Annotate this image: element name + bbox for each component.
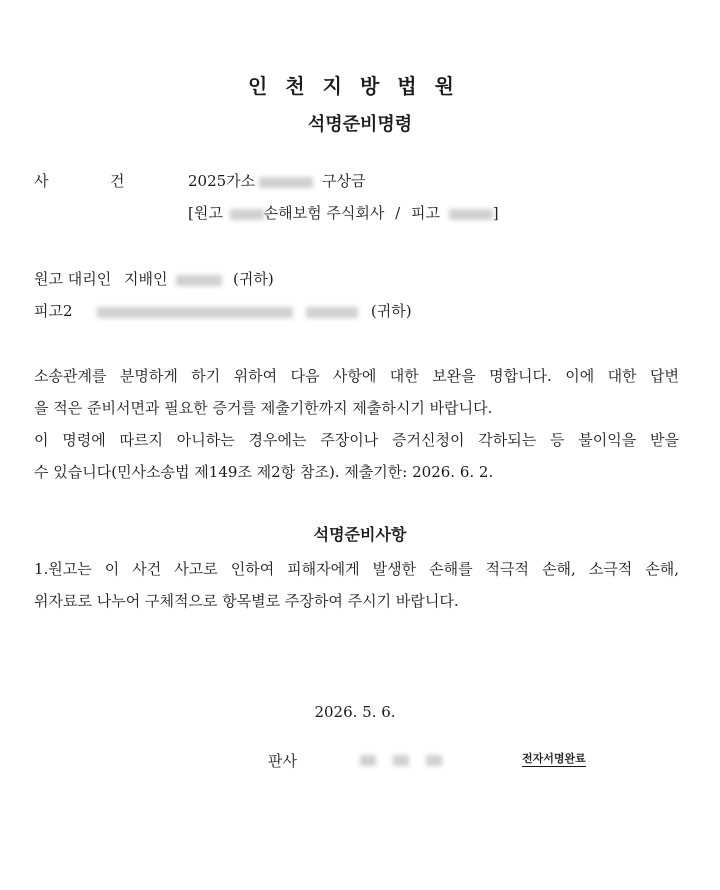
redacted-judge-name-2 — [393, 755, 409, 766]
redacted-attorney-name — [176, 275, 222, 286]
parties-separator: / — [395, 204, 401, 222]
defendant2-honorific: (귀하) — [370, 302, 412, 320]
case-number-prefix: 2025가소 — [188, 172, 256, 190]
redacted-plaintiff-name — [230, 209, 264, 220]
body-line-2: 을 적은 준비서면과 필요한 증거를 제출기한까지 제출하시기 바랍니다. — [34, 399, 493, 417]
judge-label: 판사 — [268, 752, 297, 770]
defendant2-line — [34, 300, 412, 321]
parties-open: [원고 — [188, 204, 223, 222]
body-paragraph — [34, 360, 679, 488]
attorney-label: 원고 대리인 — [34, 270, 112, 288]
case-parties — [188, 202, 499, 223]
body-line-1: 소송관계를 분명하게 하기 위하여 다음 사항에 대한 보완을 명합니다. 이에 대한 답변 — [34, 367, 679, 385]
defendant2-label: 피고2 — [34, 302, 73, 320]
plaintiff-suffix: 손해보험 주식회사 — [263, 204, 385, 222]
e-signature-status: 전자서명완료 — [522, 752, 586, 765]
attorney-line — [34, 268, 274, 289]
case-label-a: 사 — [34, 172, 49, 190]
case-number — [188, 170, 313, 191]
court-name: 인천지방법원 — [248, 74, 472, 98]
judge-name-redacted — [360, 750, 442, 768]
section-title: 석명준비사항 — [313, 525, 407, 544]
redacted-case-number — [259, 177, 313, 188]
redacted-judge-name-3 — [426, 755, 442, 766]
case-label-b: 건 — [110, 172, 125, 190]
attorney-honorific: (귀하) — [233, 270, 274, 288]
redacted-defendant2-extra — [306, 307, 358, 318]
case-claim: 구상금 — [322, 172, 366, 190]
redacted-defendant-name — [449, 209, 493, 220]
items-paragraph — [34, 553, 679, 617]
document-title: 석명준비명령 — [307, 114, 413, 135]
defendant-label: 피고 — [410, 204, 440, 222]
attorney-name: 지배인 — [124, 270, 168, 288]
item-line-2: 위자료로 나누어 구체적으로 항목별로 주장하여 주시기 바랍니다. — [34, 592, 459, 610]
document-date: 2026. 5. 6. — [314, 703, 396, 721]
item-line-1: 1.원고는 이 사건 사고로 인하여 피해자에게 발생한 손해를 적극적 손해, 소극적 손해, — [34, 560, 679, 578]
redacted-judge-name-1 — [360, 755, 376, 766]
parties-close: ] — [492, 204, 499, 222]
redacted-defendant2-name — [97, 307, 293, 318]
body-line-3: 이 명령에 따르지 아니하는 경우에는 주장이나 증거신청이 각하되는 등 불이익을 받을 — [34, 431, 679, 449]
body-line-4: 수 있습니다(민사소송법 제149조 제2항 참조). 제출기한: 2026. 6. 2. — [34, 463, 494, 481]
